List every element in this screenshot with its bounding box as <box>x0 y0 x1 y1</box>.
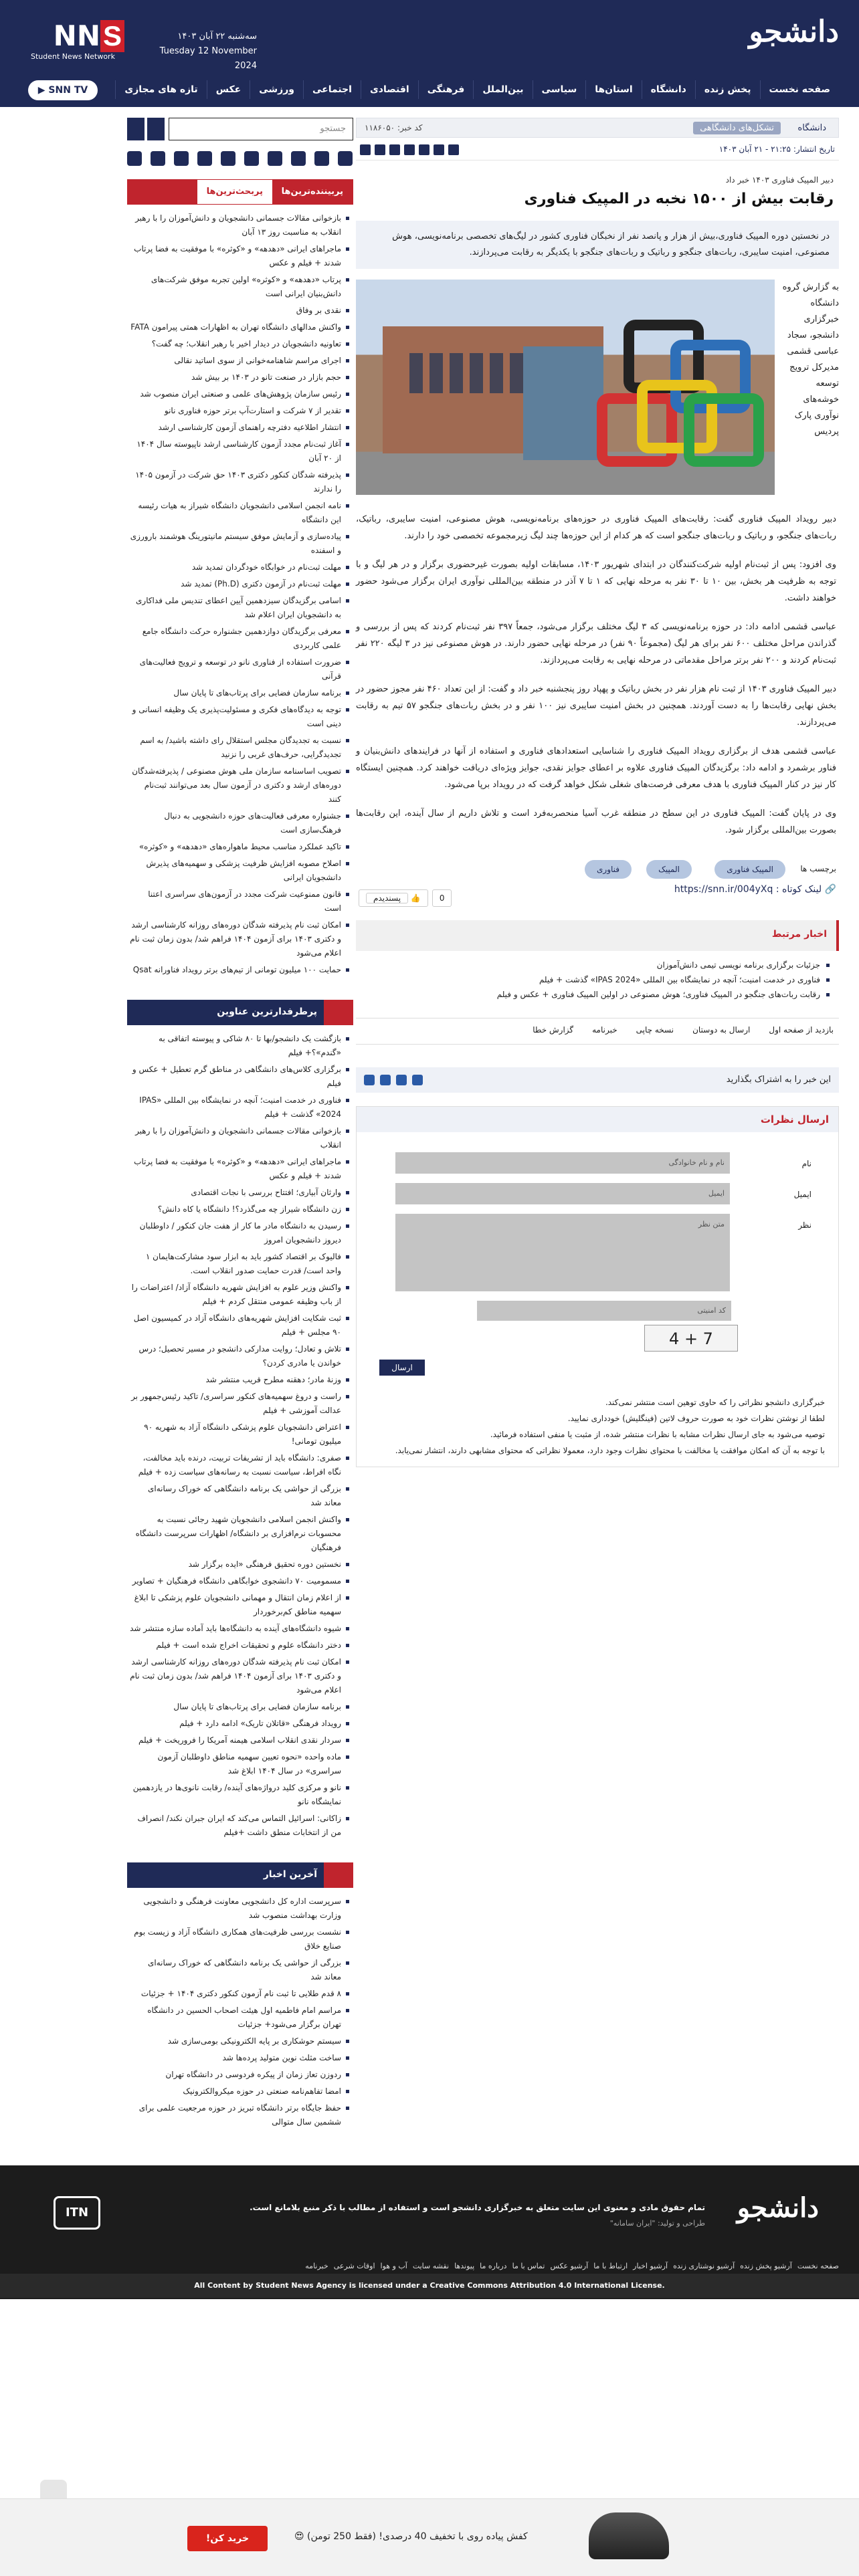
latest-header: آخرین اخبار <box>127 1862 353 1888</box>
sidebar <box>127 118 353 2136</box>
list-item[interactable]: تاکید عملکرد مناسب محیط ماهواره‌های «دهدهه» و «کوثره» <box>130 839 351 855</box>
list-item[interactable]: امکان ثبت نام پذیرفته شدگان دوره‌های روزانه کارشناسی ارشد و دکتری ۱۴۰۳ برای آزمون ۱۴۰۴ فراهم شد/ بدون زمان ثبت نام اعلام می‌شود <box>130 917 351 962</box>
list-item[interactable]: سرپرست اداره کل دانشجویی معاونت فرهنگی و دانشجویی وزارت بهداشت منصوب شد <box>130 1893 351 1924</box>
list-item[interactable]: رسیدن به دانشگاه مادر ما کار از هفت جان کنکور / داوطلبان دیروز دانشجویان امروز <box>130 1218 351 1249</box>
date-fa: سه‌شنبه ۲۲ آبان ۱۴۰۳ <box>177 31 257 41</box>
article-tools <box>360 144 459 155</box>
sitemap-icon[interactable] <box>375 144 385 155</box>
tags-row <box>356 859 839 903</box>
list-item[interactable]: ردوزن تعاز زمان از پیکره فردوسی در دانشگاه تهران <box>130 2066 351 2083</box>
footer-link[interactable]: آب و هوا <box>380 2262 407 2270</box>
list-item[interactable]: وزنهٔ مادر؛ دهقنه مطرح قریب منتشر شد <box>130 1372 351 1388</box>
list-item[interactable]: برنامه سازمان فضایی برای پرتاب‌های تا پایان سال <box>130 685 351 702</box>
comment-form <box>357 1132 838 1426</box>
list-item[interactable]: راست و دروغ سهمیه‌های کنکور سراسری/ تاکید رئیس‌جمهور بر عدالت آموزشی + فیلم <box>130 1388 351 1419</box>
list-item[interactable]: نخستین دوره تحقیق فرهنگی «ایده‌ برگزار شد <box>130 1556 351 1573</box>
latest-list <box>127 1888 353 2136</box>
nav-item[interactable]: پخش زنده <box>695 80 760 99</box>
nav-item[interactable]: دانشگاه <box>642 80 695 99</box>
comment-note: با توجه به آن که امکان موافقت یا مخالفت با محتوای نظرات وجود دارد، معمولا نظراتی که محتوای مشابهی دارند، انتشار نمی‌یابد. <box>395 1446 825 1455</box>
list-item[interactable]: اجرای مراسم شاهنامه‌خوانی از سوی اساتید نقالی <box>130 352 351 369</box>
list-item[interactable]: اعتراض دانشجویان علوم پزشکی دانشگاه آزاد به شهریه ۹۰ میلیون تومانی! <box>130 1419 351 1450</box>
list-item[interactable]: تعاونیه دانشجویان در دیدار اخیر با رهبر انقلاب؛ چه گفت؟ <box>130 336 351 352</box>
minus-icon[interactable] <box>389 144 400 155</box>
paragraph: دبیر المپیک فناوری ۱۴۰۳ از ثبت نام هزار نفر در بخش رباتیک و پهپاد روز پنجشنبه خبر داد و گفت: از این تعداد ۴۶۰ نفر مجوز حضور در بخش نهایی رقابت‌ها را به دست آوردند. همچنین در بخش امنیت سایبری نیز ۱۰۰ نفر و در بخش ربات‌های جنگجو ۵۷ تیم به رقابت می‌پردازند. <box>356 684 837 728</box>
list-item[interactable]: مراسم امام فاطمیه اول هیئت اصحاب الحسین در دانشگاه تهران برگزار می‌شود+ جزئیات <box>130 2002 351 2033</box>
snn-s: S <box>100 20 124 52</box>
footer-logo[interactable]: دانشجو <box>737 2192 819 2224</box>
list-item[interactable]: تلاش و تعادل؛ روایت مدارکی دانشجو در مسیر تحصیل؛ درس خواندن یا مادری کردن؟ <box>130 1341 351 1372</box>
snn-logo[interactable] <box>31 20 124 60</box>
paragraph: دبیر رویداد المپیک فناوری گفت: رقابت‌های المپیک فناوری در حوزه‌های برنامه‌نویسی، هوش مصنوعی، امنیت سایبری، رباتیک، ربات‌های جنگجو، و رباتیک و ربات‌های جنگجو است که هر کدام از این حوزه‌ها چند لیگ زیرمجموعه تخصصی خود را دارند. <box>356 514 836 541</box>
list-item[interactable]: برنامه سازمان فضایی برای پرتاب‌های تا پایان سال <box>130 1699 351 1715</box>
list-item[interactable]: واکنش مدالهای دانشگاه تهران به اظهارات همتی پیرامون FATA <box>130 319 351 336</box>
share-title: این خبر را به اشتراک بگذارید <box>726 1075 831 1085</box>
like-count: 0 <box>432 889 452 907</box>
copyright: All Content by Student News Agency is licensed under a Creative Commons Attribution 4.0 International License. <box>0 2274 859 2298</box>
telegram-icon[interactable] <box>338 151 353 166</box>
list-item[interactable]: ماجراهای ایرانی «دهدهه» و «کوثره» با موفقیت به فضا پرتاب شدند + فیلم و عکس <box>130 241 351 272</box>
list-item[interactable]: تصویب اساسنامه سازمان ملی هوش مصنوعی / پذیرفته‌شدگان دوره‌های ارشد و دکتری در آزمون سال بعد می‌توانند ثبت‌نام کنند <box>130 763 351 808</box>
footer-link[interactable]: آرشیو اخبار <box>633 2262 668 2270</box>
twitter-icon[interactable] <box>151 151 165 166</box>
ad-text: کفش پیاده روی با تخفیف 40 درصدی! (فقط 250 تومن) 😍 <box>294 2531 528 2542</box>
list-item[interactable]: بازخوانی مقالات جسمانی دانشجویان و دانش‌آموزان را با رهبر انقلاب به مناسبت روز ۱۳ آبان <box>130 210 351 241</box>
search-input[interactable]: جستجو <box>169 118 353 140</box>
share-action[interactable]: ارسال به دوستان <box>692 1025 751 1035</box>
social-icons <box>127 151 353 166</box>
list-item[interactable]: بازخوانی مقالات جسمانی دانشجویان و دانش‌آموزان را با رهبر انقلاب <box>130 1123 351 1154</box>
telegram-icon[interactable] <box>412 1075 423 1085</box>
share-box <box>356 1067 839 1093</box>
scroll-top-button[interactable] <box>40 2480 67 2498</box>
vote-box <box>359 889 452 907</box>
nav-item[interactable]: اقتصادی <box>361 80 418 99</box>
list-item[interactable]: امکان ثبت نام پذیرفته شدگان دوره‌های روزانه کارشناسی ارشد و دکتری ۱۴۰۳ برای آزمون ۱۴۰۴ فراهم شد/ بدون زمان ثبت نام اعلام می‌شود <box>130 1654 351 1699</box>
nav-item[interactable]: فرهنگی <box>418 80 474 99</box>
googleplus-icon[interactable] <box>396 1075 407 1085</box>
submit-button[interactable]: ارسال <box>379 1360 425 1376</box>
short-link[interactable]: https://snn.ir/004yXq : لینک کوتاه 🔗 <box>674 884 836 895</box>
footer-badge[interactable]: ITN <box>54 2196 100 2230</box>
list-item[interactable]: پرتاب «دهدهه» و «کوثره» اولین تجربه موفق شرکت‌های دانش‌بنیان ایرانی است <box>130 272 351 302</box>
comment-note: خبرگزاری دانشجو نظراتی را که حاوی توهین است منتشر نمی‌کند. <box>605 1398 825 1407</box>
footer-link[interactable]: نقشه سایت <box>412 2262 450 2270</box>
ad-shoe-image <box>589 2512 669 2559</box>
list-item[interactable]: دختر دانشگاه علوم و تحقیقات اخراج شده است + فیلم <box>130 1637 351 1654</box>
footer-link[interactable]: آرشیو پخش زنده <box>740 2262 792 2270</box>
paragraph: عباسی قشمی هدف از برگزاری رویداد المپیک فناوری را شناسایی استعدادهای فناوری و استفاده از آنها در فرایندهای دانش‌بنیان و فناور برشمرد و ادامه داد: برگزیدگان المپیک فناوری علاوه بر اعطای جوایز نقدی، جوایز ویژه‌ای دریافت خواهند کرد. همچنین ایستگاه کار نیز در کنار المپیک فناوری با هدف معرفی فرصت‌های شغلی شکل خواهد گرفت که در رویداد برپا می‌شود. <box>356 746 836 790</box>
footer-link[interactable]: صفحه نخست <box>797 2262 839 2270</box>
list-item[interactable]: اصلاح مصوبه افزایش ظرفیت پزشکی و سهمیه‌های پذیرش دانشجویان ایرانی <box>130 855 351 886</box>
list-item[interactable]: نشست بررسی ظرفیت‌های همکاری دانشگاه آزاد و زیست بوم صنایع خلاق <box>130 1924 351 1955</box>
meta-row <box>356 138 839 160</box>
print-icon[interactable] <box>448 144 459 155</box>
footer-link[interactable]: درباره ما <box>480 2262 507 2270</box>
plus-icon[interactable] <box>404 144 415 155</box>
nav-item[interactable]: سیاسی <box>533 80 586 99</box>
popular-header: پرطرفدارترین عناوین <box>127 1000 353 1025</box>
share-action[interactable]: نسخه چاپی <box>636 1025 674 1035</box>
paragraph: وی در پایان گفت: المپیک فناوری در این سطح در منطقه غرب آسیا منحصربه‌فرد است و تلاش داریم از سال آینده، این رقابت‌ها بصورت بین‌المللی برگزار شود. <box>356 809 836 835</box>
sidebar-tabs <box>127 179 353 205</box>
news-code: کد خبر: ۱۱۸۶۰۵۰ <box>365 123 423 132</box>
captcha-input[interactable]: کد امنیتی <box>477 1301 731 1321</box>
article-supra-title: دبیر المپیک فناوری ۱۴۰۳ خبر داد <box>725 175 834 185</box>
comments-box <box>356 1106 839 1467</box>
comment-label: نظر <box>798 1220 812 1230</box>
list-item[interactable]: مهلت ثبت‌نام در خوابگاه خودگردان تمدید شد <box>130 559 351 576</box>
list-item[interactable]: نامه انجمن اسلامی دانشجویان دانشگاه شیراز به هیات رئیسه این دانشگاه <box>130 498 351 528</box>
article-figure <box>356 280 839 507</box>
share-bar <box>356 1018 839 1045</box>
list-item[interactable]: معرفی برگزیدگان دوازدهمین جشنواره حرکت دانشگاه جامع علمی کاربردی <box>130 623 351 654</box>
list-item[interactable]: برگزاری کلاس‌های دانشگاهی در مناطق گرم تعطیل + عکس و فیلم <box>130 1061 351 1092</box>
snn-sub: Student News Network <box>31 52 115 61</box>
list-item[interactable]: آغاز ثبت‌نام مجدد آزمون کارشناسی ارشد ناپیوسته سال ۱۴۰۴ از ۲۰ آبان <box>130 436 351 467</box>
publish-date: تاریخ انتشار: ۲۱:۲۵ - ۲۱ آبان ۱۴۰۳ <box>719 144 835 154</box>
youtube-icon[interactable] <box>127 151 142 166</box>
date-en: Tuesday 12 November 2024 <box>159 46 257 71</box>
list-item[interactable]: ماده واحده «نحوه تعیین سهمیه مناطق داوطلبان آزمون سراسری» در سال ۱۴۰۴ ابلاغ شد <box>130 1749 351 1780</box>
twitter-icon[interactable] <box>380 1075 391 1085</box>
footer-link[interactable]: اوقات شرعی <box>333 2262 375 2270</box>
rss-icon[interactable] <box>127 118 145 140</box>
rubika-icon[interactable] <box>221 151 235 166</box>
share-action[interactable]: بازدید از صفحه اول <box>769 1025 834 1035</box>
list-item[interactable]: نقدی بر وفاق <box>130 302 351 319</box>
mail-icon[interactable] <box>434 144 444 155</box>
list-item[interactable]: توجه به دیدگاه‌های فکری و مسئولیت‌پذیری یک وظیفه انسانی و دینی است <box>130 702 351 732</box>
list-item[interactable]: حفظ جایگاه برتر دانشگاه تبریز در حوزه مرجعیت علمی برای ششمین سال متوالی <box>130 2100 351 2131</box>
list-item[interactable]: ساخت مثلث نوین متولید پرده‌ها شد <box>130 2050 351 2066</box>
footer-link[interactable]: آرشیو نوشتاری زنده <box>673 2262 735 2270</box>
nav-item[interactable]: عکس <box>207 80 250 99</box>
tags-label: برچسب ها <box>800 864 836 873</box>
nav-item[interactable]: استان‌ها <box>585 80 641 99</box>
site-header <box>0 0 859 107</box>
ad-buy-button[interactable]: خرید کن! <box>187 2526 268 2551</box>
list-item[interactable]: ثبت شکایت افزایش شهریه‌های دانشگاه آزاد در کمیسیون اصل ۹۰ مجلس + فیلم <box>130 1310 351 1341</box>
list-item[interactable]: پذیرفته شدگان کنکور دکتری ۱۴۰۳ حق شرکت در آزمون ۱۴۰۵ را ندارند <box>130 467 351 498</box>
tag-olympic[interactable]: المپیک <box>646 860 692 879</box>
breadcrumb <box>356 118 839 138</box>
tab-most-commented[interactable]: پربحث‌ترین‌ها <box>197 180 272 204</box>
list-item[interactable]: حجم بازار در صنعت تانو در ۱۴۰۳ بر بیش شد <box>130 369 351 386</box>
list-item[interactable]: سردار نقدی انقلاب اسلامی هیمنه آمریکا را فروریخت + فیلم <box>130 1732 351 1749</box>
list-item[interactable]: نانو و مرکزی کلید درواژه‌های آینده/ رقابت نانوی‌ها در یازدهمین نمایشگاه نانو <box>130 1780 351 1810</box>
comment-note: لطفا از نوشتن نظرات خود به صورت حروف لاتین (فینگلیش) خودداری نمایید. <box>567 1414 825 1423</box>
nav-item[interactable]: بین‌الملل <box>473 80 532 99</box>
tag-olympic-tech[interactable]: المپیک فناوری <box>714 860 785 879</box>
footer-link[interactable]: آرشیو عکس <box>550 2262 589 2270</box>
list-item[interactable]: شیوه دانشگاه‌های آینده به دانشگاه‌ها باید آماده سازه منتشر شد <box>130 1620 351 1637</box>
crumb-student-orgs[interactable]: تشکل‌های دانشگاهی <box>693 122 781 134</box>
footer-rights: تمام حقوق مادی و معنوی این سایت متعلق به خبرگزاری دانشجو است و استفاده از مطالب با ذکر منبع بلامانع است. <box>250 2203 705 2212</box>
instagram-icon[interactable] <box>174 151 189 166</box>
list-item[interactable]: زن دانشگاه شیراز چه می‌گذرد؟! دانشگاه یا کاه دانش؟ <box>130 1201 351 1218</box>
email-input[interactable]: ایمیل <box>395 1183 730 1204</box>
search-bar <box>127 118 353 140</box>
share-action[interactable]: خبرنامه <box>592 1025 617 1035</box>
list-item[interactable]: مسمومیت ۷۰ دانشجوی خوابگاهی دانشگاه فرهنگیان + تصاویر <box>130 1573 351 1590</box>
site-logo[interactable] <box>712 15 839 62</box>
related-item[interactable]: فناوری در خدمت امنیت؛ آنچه در نمایشگاه بین المللی «IPAS 2024» گذشت + فیلم <box>365 972 830 987</box>
aparat-icon[interactable] <box>197 151 212 166</box>
related-item[interactable]: جزئیات برگزاری برنامه نویسی تیمی دانش‌آموزان <box>365 958 830 972</box>
name-input[interactable]: نام و نام خانوادگی <box>395 1152 730 1174</box>
list-item[interactable]: جشنواره معرفی فعالیت‌های حوزه دانشجویی به دنبال فرهنگ‌سازی است <box>130 808 351 839</box>
share-action[interactable]: گزارش خطا <box>533 1025 574 1035</box>
list-item[interactable]: نسبت به تجدیدگان مجلس استقلال رای داشته باشید/ به اسم تجدیدگرایی، حرف‌های غربی را نزنید <box>130 732 351 763</box>
tag-tech[interactable]: فناوری <box>585 860 632 879</box>
footer-link[interactable]: پیوندها <box>454 2262 475 2270</box>
like-button[interactable]: 👍 پسندیدم <box>359 889 428 907</box>
footer-link[interactable]: خبرنامه <box>305 2262 328 2270</box>
snn-tv-button[interactable]: ▶ SNN TV <box>28 80 98 100</box>
comments-title: ارسال نظرات <box>760 1113 829 1125</box>
date-box <box>143 29 257 74</box>
comment-textarea[interactable]: متن نظر <box>395 1214 730 1291</box>
search-icon[interactable] <box>147 118 165 140</box>
footer-credit: طراحی و تولید: "ایران سامانه" <box>609 2219 705 2228</box>
list-item[interactable]: سیستم حوشکاری بر پایه الکترونیکی بومی‌سازی شد <box>130 2033 351 2050</box>
list-item[interactable]: ماجراهای ایرانی «دهدهه» و «کوثره» با موفقیت به فضا پرتاب شدند + فیلم و عکس <box>130 1154 351 1184</box>
eitaa-icon[interactable] <box>291 151 306 166</box>
list-item[interactable]: واکنش انجمن اسلامی دانشجویان شهید رجائی نسبت به محسوبات نرم‌افزاری بر دانشگاه/ اظهارات سرپرست دانشگاه فرهنگیان <box>130 1511 351 1556</box>
related-title: اخبار مرتبط <box>771 929 827 940</box>
snn-nn: NN <box>53 19 100 52</box>
related-news-list <box>356 951 839 1008</box>
footer-link[interactable]: ارتباط با ما <box>593 2262 628 2270</box>
figure-side-text: به گزارش گروه دانشگاه خبرگزاری دانشجو، سجاد عباسی قشمی مدیرکل ترویج توسعه خوشه‌های نوآوری پارک پردیس <box>782 282 839 437</box>
nav-item[interactable]: اجتماعی <box>303 80 361 99</box>
facebook-icon[interactable] <box>364 1075 375 1085</box>
list-item[interactable]: ۸ قدم طلایی تا ثبت نام آزمون کنکور دکتری ۱۴۰۴ + جزئیات <box>130 1985 351 2002</box>
paragraph: عباسی قشمی ادامه داد: در حوزه برنامه‌نویسی که ۳ لیگ مختلف برگزار می‌شود، جمعاً ۳۹۷ نفر ثبت‌نام کردند که پس از بررسی و گذراندن مراحل مختلف ۶۰۰ نفر برای هر لیگ (مجموعاً ۹۰ نفر) در مرحله نهایی حضور دارند. در هوش مصنوعی نیز در ۳ لیگه ۲۲۰ نفر ثبت‌نام کردند و ۲۰۰ نفر برتر مراحل مقدماتی در مرحله نهایی به رقابت می‌پردازند. <box>356 622 836 665</box>
list-item[interactable]: بزرگی از حواشی یک برنامه دانشگاهی که خوراک رسانه‌ای معاند شد <box>130 1481 351 1511</box>
article-body <box>356 511 839 839</box>
most-viewed-list <box>127 205 353 984</box>
article-title: رقابت بیش از ۱۵۰۰ نخبه در المپیک فناوری <box>524 191 834 207</box>
related-news-header <box>356 920 839 951</box>
article-lead: در نخستین دوره المپیک فناوری،بیش از هزار و پانصد نفر از نخبگان فناوری کشور در لیگ‌های تخصصی برنامه‌نویسی، هوش مصنوعی، امنیت سایبری، ربات‌های جنگجو و رباتیک و ربات‌های جنگجو با یکدیگر به رقابت می‌پردازند. <box>356 221 839 269</box>
article-column <box>356 118 839 1467</box>
list-item[interactable]: زاکانی: اسرائیل التماس می‌کند که ایران جبران نکند/ انصراف من از انتخابات منطق داشت +فیلم <box>130 1810 351 1841</box>
text-size-icon[interactable] <box>360 144 371 155</box>
bale-icon[interactable] <box>314 151 329 166</box>
paragraph: وی افزود: پس از ثبت‌نام اولیه شرکت‌کنندگان در ابتدای شهریور ۱۴۰۳، مسابقات اولیه بصورت غیرحضوری برگزار و در هر لیگ و با توجه به ظرفیت هر بخش، بین ۱۰ تا ۳۰ نفر به مرحله نهایی که ۱ تا ۷ آذر در منطقه بین‌المللی نوآوری ایران برگزار می‌شود حضور خواهند داشت. <box>356 560 837 603</box>
crumb-university[interactable]: دانشگاه <box>797 123 826 133</box>
list-item[interactable]: رئیس سازمان پژوهش‌های علمی و صنعتی ایران منصوب شد <box>130 386 351 403</box>
list-item[interactable]: فالیوک بر اقتصاد کشور باید به ابزار سود مشارکت‌هایمان ۱ واحد است/ قدرت حمایت صدور انقلاب است. <box>130 1249 351 1279</box>
nav-item[interactable]: تازه های مجازی <box>115 80 206 99</box>
nav-item[interactable]: صفحه نخست <box>760 80 839 99</box>
captcha-image: 4 + 7 <box>644 1325 738 1352</box>
related-item[interactable]: رقابت ربات‌های جنگجو در المپیک فناوری؛ هوش مصنوعی در اولین المپیک فناوری + عکس و فیلم <box>365 987 830 1002</box>
email-label: ایمیل <box>793 1190 812 1199</box>
list-item[interactable]: رویداد فرهنگی «قاتلان تاریک» ادامه دارد + فیلم <box>130 1715 351 1732</box>
list-item[interactable]: بزرگی از حواشی یک برنامه دانشگاهی که خوراک رسانه‌ای معاند شد <box>130 1955 351 1985</box>
list-item[interactable]: بازگشت یک دانشجو/بها تا ۸۰ شاکی و پیوسته اتفاقی به «گندم»؟+ فیلم <box>130 1031 351 1061</box>
tab-most-viewed[interactable]: پربیننده‌ترین‌ها <box>281 187 343 197</box>
list-item[interactable]: ضرورت استفاده از فناوری نانو در توسعه و ترویج فعالیت‌های قرآنی <box>130 654 351 685</box>
popular-list <box>127 1025 353 1846</box>
list-item[interactable]: واکنش وزیر علوم به افزایش شهریه دانشگاه آزاد/ اعتراضات را از باب وظیفه عمومی منتقل کردم + فیلم <box>130 1279 351 1310</box>
name-label: نام <box>801 1159 812 1168</box>
footer-link[interactable]: تماس با ما <box>512 2262 545 2270</box>
list-item[interactable]: امضا تفاهم‌نامه صنعتی در حوزه میکروالکترونیک <box>130 2083 351 2100</box>
main-nav <box>0 75 859 107</box>
logo-text: دانشجو <box>749 15 839 49</box>
list-item[interactable]: از اعلام زمان انتقال و مهمانی دانشجویان علوم پزشکی تا ابلاغ سهمیه مناطق کم‌برخوردار <box>130 1590 351 1620</box>
save-icon[interactable] <box>419 144 430 155</box>
footer-nav <box>305 2262 839 2270</box>
igap-icon[interactable] <box>244 151 259 166</box>
list-item[interactable]: وارثان آبیاری؛ افتتاح بررسی با نجات اقتصادی <box>130 1184 351 1201</box>
list-item[interactable]: فناوری در خدمت امنیت؛ آنچه در نمایشگاه بین المللی «IPAS 2024» گذشت + فیلم <box>130 1092 351 1123</box>
list-item[interactable]: تقدیر از ۷ شرکت و استارت‌آپ برتر حوزه فناوری نانو <box>130 403 351 419</box>
nav-item[interactable]: ورزشی <box>250 80 303 99</box>
ad-banner[interactable] <box>0 2498 859 2576</box>
list-item[interactable]: انتشار اطلاعیه دفترچه راهنمای آزمون کارشناسی ارشد <box>130 419 351 436</box>
list-item[interactable]: حمایت ۱۰۰ میلیون تومانی از تیم‌های برتر رویداد فناورانه Qsat <box>130 962 351 978</box>
list-item[interactable]: صفری: دانشگاه باید از تشریفات تربیت، درنده باید مخالفت، نگاه افراط، سیاست نسبت به رسانه‌های سیاست زده + فیلم <box>130 1450 351 1481</box>
list-item[interactable]: مهلت ثبت‌نام در آزمون دکتری (Ph.D) تمدید شد <box>130 576 351 593</box>
article-photo <box>356 280 775 495</box>
list-item[interactable]: اسامی برگزیدگان سیزدهمین آیین اعطای تندیس ملی فداکاری به دانشجویان ایران اعلام شد <box>130 593 351 623</box>
comment-note: توصیه می‌شود به جای ارسال نظرات مشابه با نظرات منتشر شده، از مثبت یا منفی استفاده فرمائید. <box>490 1430 825 1439</box>
list-item[interactable]: پیاده‌سازی و آزمایش موفق سیستم مانیتورینگ هوشمند بارورزی و اسفنده <box>130 528 351 559</box>
list-item[interactable]: قانون ممنوعیت شرکت مجدد در آزمون‌های سراسری اعتنا است <box>130 886 351 917</box>
soroush-icon[interactable] <box>268 151 282 166</box>
